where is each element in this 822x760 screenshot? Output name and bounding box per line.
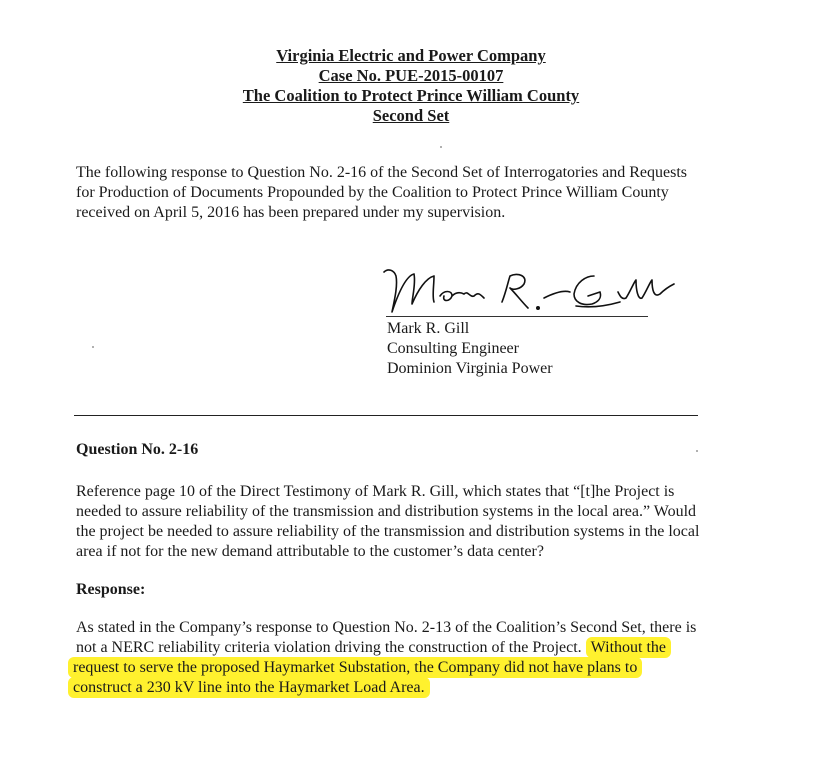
response-text: not a NERC reliability criteria violation driving the construction of the Project. (76, 639, 582, 656)
header-party: The Coalition to Protect Prince William County (242, 86, 580, 105)
signature-line (386, 316, 648, 317)
header-company: Virginia Electric and Power Company (276, 46, 546, 65)
intro-line: received on April 5, 2016 has been prepared under my supervision. (76, 204, 506, 221)
signer-company: Dominion Virginia Power (387, 360, 553, 377)
highlighted-text: construct a 230 kV line into the Haymarket Load Area. (68, 677, 430, 698)
header-set: Second Set (372, 106, 450, 125)
response-line (68, 678, 756, 698)
question-paragraph (76, 482, 756, 562)
highlighted-text: Without the (586, 637, 671, 658)
intro-paragraph (76, 163, 756, 223)
response-paragraph (73, 618, 756, 698)
question-line: the project be needed to assure reliability of the transmission and distribution systems in the local (76, 523, 700, 540)
question-line: needed to assure reliability of the transmission and distribution systems in the local area.” Would (76, 503, 697, 520)
highlighted-text: request to serve the proposed Haymarket Substation, the Company did not have plans to (68, 657, 642, 678)
response-line (76, 638, 756, 658)
question-heading: Question No. 2-16 (76, 441, 199, 458)
scan-speck (696, 450, 698, 452)
response-line: As stated in the Company’s response to Question No. 2-13 of the Coalition’s Second Set, there is (76, 619, 697, 636)
section-divider (74, 415, 698, 416)
signer-title: Consulting Engineer (387, 340, 519, 357)
signer-name: Mark R. Gill (387, 320, 470, 337)
response-line (68, 658, 756, 678)
response-heading: Response: (76, 581, 146, 598)
handwritten-signature (380, 262, 690, 322)
question-line: Reference page 10 of the Direct Testimony of Mark R. Gill, which states that “[t]he Project is (76, 483, 675, 500)
intro-line: The following response to Question No. 2-16 of the Second Set of Interrogatories and Requests (76, 164, 687, 181)
header-case-number: Case No. PUE-2015-00107 (318, 66, 504, 85)
scan-speck (440, 146, 442, 148)
question-line: area if not for the new demand attributable to the customer’s data center? (76, 543, 544, 560)
scan-speck (92, 346, 94, 348)
intro-line: for Production of Documents Propounded by the Coalition to Protect Prince William County (76, 184, 669, 201)
